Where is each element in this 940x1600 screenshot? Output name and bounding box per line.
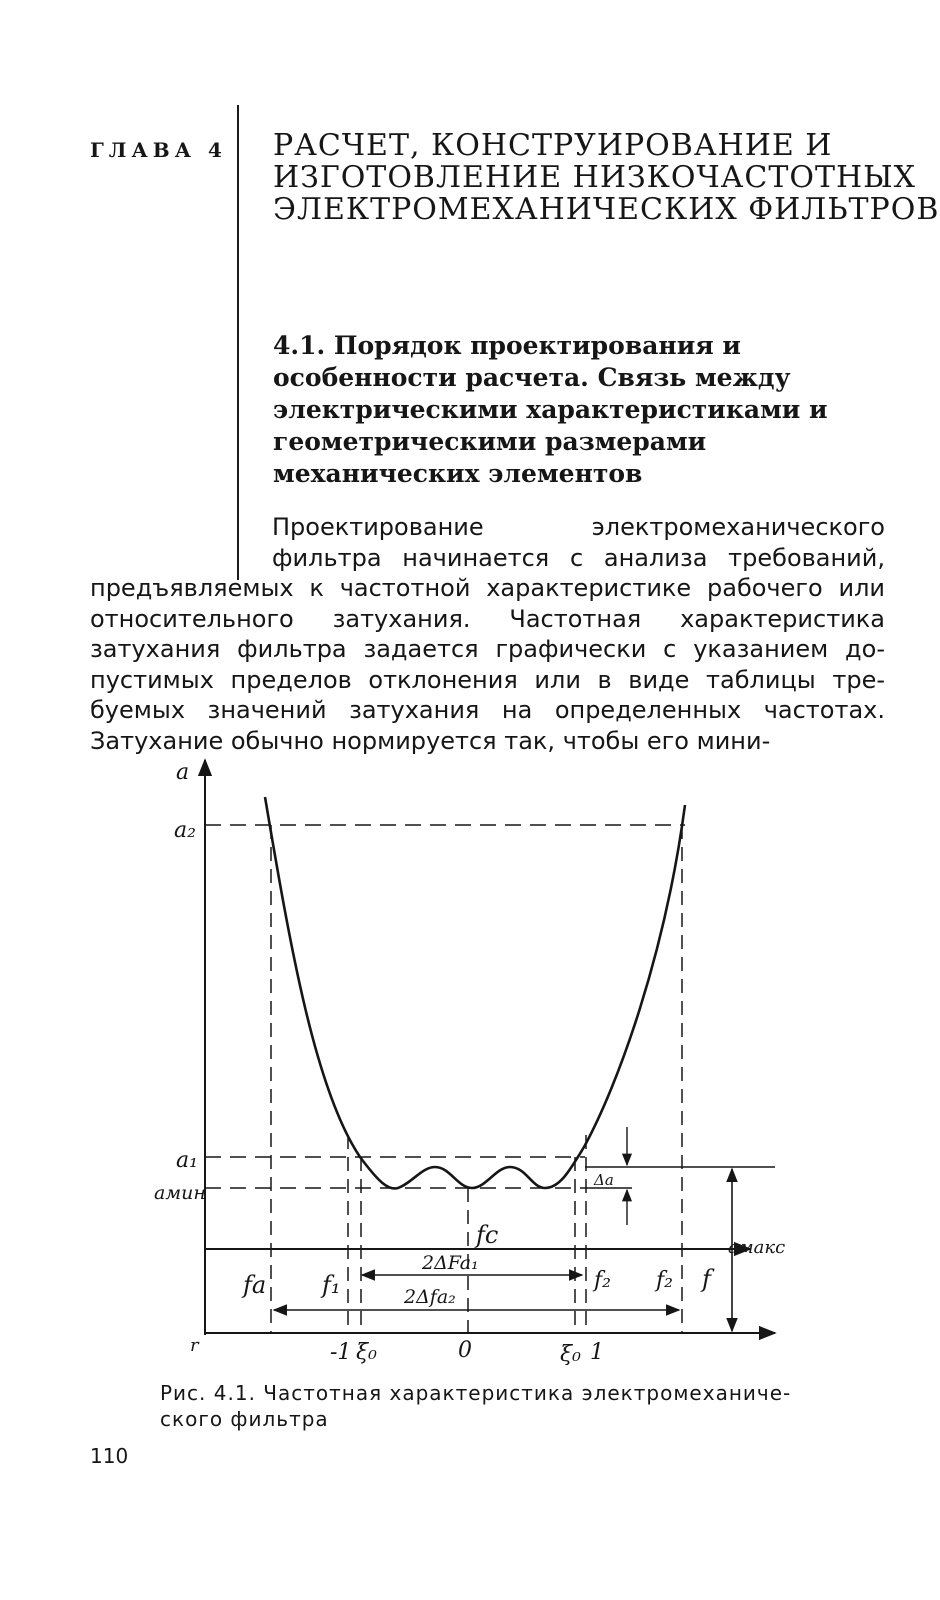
section-title-line: 4.1. Порядок проектирования и [273,331,741,360]
body-line: Затухание обычно нормируется так, чтобы его мини- [90,726,771,755]
chapter-title-line: ЭЛЕКТРОМЕХАНИЧЕСКИХ ФИЛЬТРОВ [273,192,940,227]
body-line: предъявляемых к частотной характеристике рабочего или [90,574,885,602]
section-title-line: особенности расчета. Связь между [273,363,791,392]
amax-label: aмакс [728,1237,786,1258]
zero-label: 0 [458,1338,472,1363]
chapter-label: ГЛАВА 4 [90,138,227,162]
fe-label: f₂ [656,1268,673,1293]
section-title [273,330,873,490]
page-number: 110 [90,1444,129,1468]
f2-label: f₂ [594,1268,611,1293]
body-line: Проектирование электромеханического [272,513,885,541]
figure-caption: Рис. 4.1. Частотная характеристика электромеханиче-ского фильтра [160,1381,792,1431]
body-line: пустимых пределов отклонения или в виде таблицы тре- [90,665,885,694]
two-delta-fa1-label: 2ΔFa₁ [422,1252,479,1274]
section-title-line: геометрическими размерами [273,427,707,456]
body-line: относительного затухания. Частотная характеристика [90,604,885,633]
chapter-title-line: РАСЧЕТ, КОНСТРУИРОВАНИЕ И [273,128,833,163]
a2-label: a₂ [174,818,196,843]
body-line: буемых значений затухания на определенных частотах. [90,696,885,724]
two-delta-fa2-label: 2Δfa₂ [404,1286,456,1308]
chapter-divider [237,105,239,580]
attenuation-curve [265,797,685,1189]
chapter-title-line: ИЗГОТОВЛЕНИЕ НИЗКОЧАСТОТНЫХ [273,160,916,195]
y-axis-label: a [176,760,190,785]
section-title-line: электрическими характеристиками и [273,395,828,424]
one-label: 1 [590,1340,604,1365]
section-title-line: механических элементов [273,459,643,488]
f1-label: f₁ [322,1271,341,1299]
xi0-right-label: ξ₀ [560,1342,581,1365]
f-label: f [702,1265,711,1293]
delta-a-label: Δa [594,1171,614,1189]
fa-label: fa [243,1271,267,1299]
body-line: фильтра начинается с анализа требований, [272,543,885,572]
body-paragraph [90,512,885,756]
a1-label: a₁ [176,1148,198,1173]
origin-label: r [190,1335,199,1356]
body-line: затухания фильтра задается графически с указанием до- [90,635,885,663]
minus-one-label: -1 [330,1340,352,1365]
amin-label: aмин [154,1182,206,1204]
xi0-left-label: ξ₀ [356,1340,377,1365]
fc-label: fc [476,1221,499,1249]
attenuation-diagram [150,755,790,1365]
chapter-title [273,128,940,227]
